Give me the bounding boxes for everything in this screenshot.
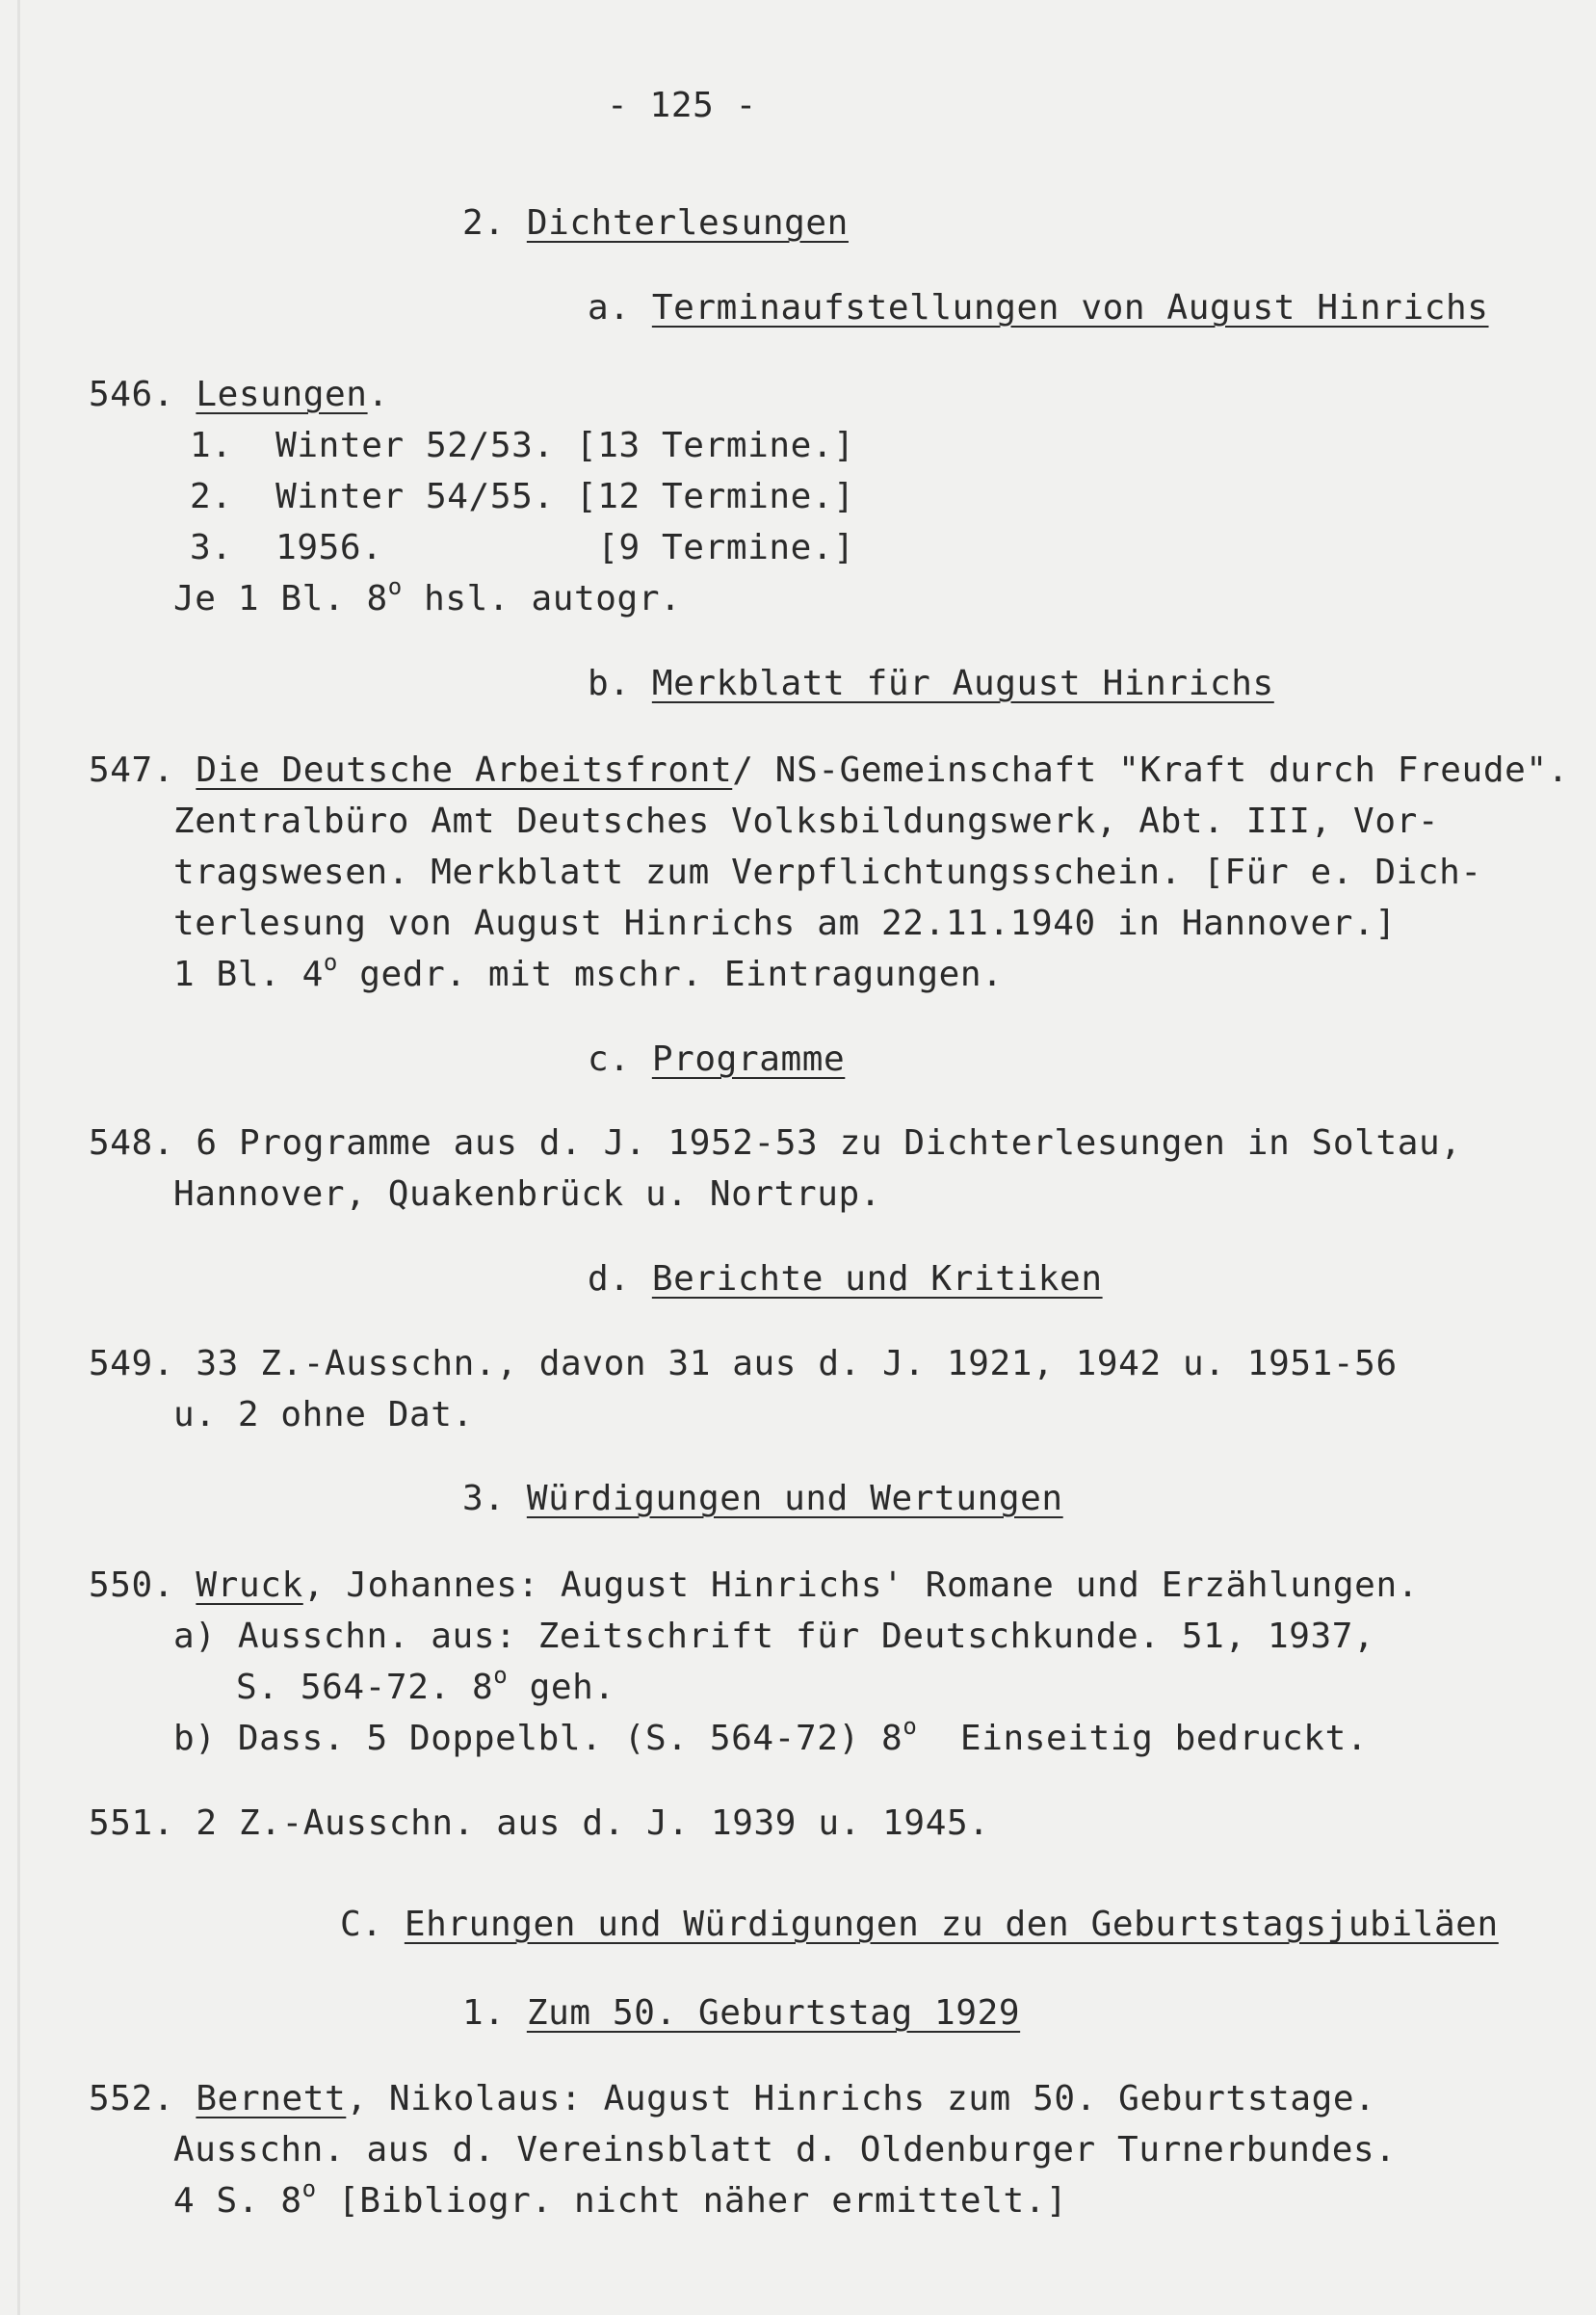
- entry-text: 6 Programme aus d. J. 1952-53 zu Dichterlesungen in Soltau,: [196, 1123, 1462, 1163]
- page-edge-shadow: [17, 0, 20, 2315]
- subsection-heading: [588, 1258, 1103, 1301]
- entry-number: 546.: [89, 375, 175, 414]
- section-heading: [462, 1992, 1020, 2035]
- entry-number: 547.: [89, 750, 175, 790]
- section-number: 2.: [462, 203, 506, 243]
- desc-text: [Bibliogr. nicht näher ermittelt.]: [316, 2181, 1068, 2221]
- entry-550-line-4: [173, 1713, 1369, 1760]
- entry-title: Die Deutsche Arbeitsfront: [196, 750, 733, 790]
- format-superscript: o: [387, 573, 403, 600]
- subsection-heading: [588, 663, 1274, 705]
- entry-548-line-2: Hannover, Quakenbrück u. Nortrup.: [173, 1174, 882, 1214]
- entry-title: Lesungen: [196, 375, 368, 414]
- chapter-heading: [340, 1904, 1499, 1946]
- entry-548-line-1: [89, 1122, 1462, 1165]
- desc-text: Je 1 Bl. 8: [173, 579, 388, 618]
- section-title: Dichterlesungen: [526, 203, 849, 243]
- format-superscript: o: [903, 1713, 918, 1740]
- entry-550-line-3: [236, 1662, 615, 1709]
- desc-text: gedr. mit mschr. Eintragungen.: [337, 955, 1004, 994]
- entry-550-line-2: a) Ausschn. aus: Zeitschrift für Deutschkunde. 51, 1937,: [173, 1617, 1375, 1656]
- entry-text: 33 Z.-Ausschn., davon 31 aus d. J. 1921, 1942 u. 1951-56: [196, 1344, 1398, 1383]
- entry-546-line-1: 546. Lesungen.: [89, 375, 389, 414]
- entry-text: , Nikolaus: August Hinrichs zum 50. Geburtstage.: [346, 2079, 1376, 2118]
- entry-547-line-4: terlesung von August Hinrichs am 22.11.1940 in Hannover.]: [173, 904, 1397, 943]
- entry-552-line-1: [89, 2078, 1375, 2120]
- entry-author: Bernett: [196, 2079, 347, 2118]
- entry-546-item-2: 2. Winter 54/55. [12 Termine.]: [190, 477, 855, 516]
- entry-number: 550.: [89, 1565, 175, 1605]
- entry-author: Wruck: [196, 1565, 303, 1605]
- entry-550-line-1: [89, 1565, 1419, 1607]
- entry-547-description: [173, 949, 1004, 996]
- entry-number: 549.: [89, 1344, 175, 1383]
- section-title: Würdigungen und Wertungen: [526, 1479, 1063, 1518]
- entry-number: 548.: [89, 1123, 175, 1163]
- desc-text: hsl. autogr.: [402, 579, 682, 618]
- entry-549-line-1: [89, 1343, 1398, 1385]
- desc-text: 4 S. 8: [173, 2181, 302, 2221]
- entry-text: / NS-Gemeinschaft "Kraft durch Freude".: [732, 750, 1569, 790]
- section-heading: [462, 1478, 1063, 1520]
- entry-546-item-1: 1. Winter 52/53. [13 Termine.]: [190, 426, 855, 465]
- section-number: 3.: [462, 1479, 506, 1518]
- entry-552-line-2: Ausschn. aus d. Vereinsblatt d. Oldenburger Turnerbundes.: [173, 2130, 1397, 2170]
- subsection-title: Berichte und Kritiken: [651, 1259, 1103, 1299]
- subsection-title: Programme: [651, 1039, 846, 1079]
- entry-number: 552.: [89, 2079, 175, 2118]
- subsection-heading: [588, 287, 1489, 329]
- entry-549-line-2: u. 2 ohne Dat.: [173, 1395, 474, 1434]
- desc-text: Einseitig bedruckt.: [917, 1719, 1369, 1758]
- subsection-heading: [588, 1039, 845, 1081]
- section-title: Zum 50. Geburtstag 1929: [526, 1993, 1021, 2033]
- subsection-letter: a.: [588, 288, 631, 328]
- subsection-letter: c.: [588, 1039, 631, 1079]
- section-number: 1.: [462, 1993, 506, 2033]
- entry-551-line-1: [89, 1802, 990, 1845]
- desc-text: geh.: [508, 1668, 615, 1707]
- subsection-title: Terminaufstellungen von August Hinrichs: [651, 288, 1489, 328]
- entry-text: , Johannes: August Hinrichs' Romane und Erzählungen.: [302, 1565, 1420, 1605]
- section-heading: [462, 202, 849, 245]
- format-superscript: o: [323, 949, 338, 976]
- entry-546-description: [173, 573, 682, 620]
- chapter-letter: C.: [340, 1905, 383, 1944]
- entry-number: 551.: [89, 1803, 175, 1843]
- desc-text: S. 564-72. 8: [236, 1668, 494, 1707]
- subsection-letter: d.: [588, 1259, 631, 1299]
- entry-546-item-3: 3. 1956. [9 Termine.]: [190, 528, 855, 567]
- entry-text: 2 Z.-Ausschn. aus d. J. 1939 u. 1945.: [196, 1803, 990, 1843]
- desc-text: 1 Bl. 4: [173, 955, 324, 994]
- subsection-title: Merkblatt für August Hinrichs: [651, 664, 1274, 703]
- chapter-title: Ehrungen und Würdigungen zu den Geburtstagsjubiläen: [404, 1905, 1499, 1944]
- subsection-letter: b.: [588, 664, 631, 703]
- entry-547-line-3: tragswesen. Merkblatt zum Verpflichtungsschein. [Für e. Dich-: [173, 853, 1482, 892]
- entry-552-line-3: [173, 2175, 1068, 2223]
- format-superscript: o: [493, 1662, 509, 1689]
- page-number: - 125 -: [607, 86, 757, 125]
- entry-547-line-1: [89, 750, 1569, 792]
- entry-547-line-2: Zentralbüro Amt Deutsches Volksbildungswerk, Abt. III, Vor-: [173, 802, 1440, 841]
- desc-text: b) Dass. 5 Doppelbl. (S. 564-72) 8: [173, 1719, 903, 1758]
- format-superscript: o: [301, 2175, 317, 2202]
